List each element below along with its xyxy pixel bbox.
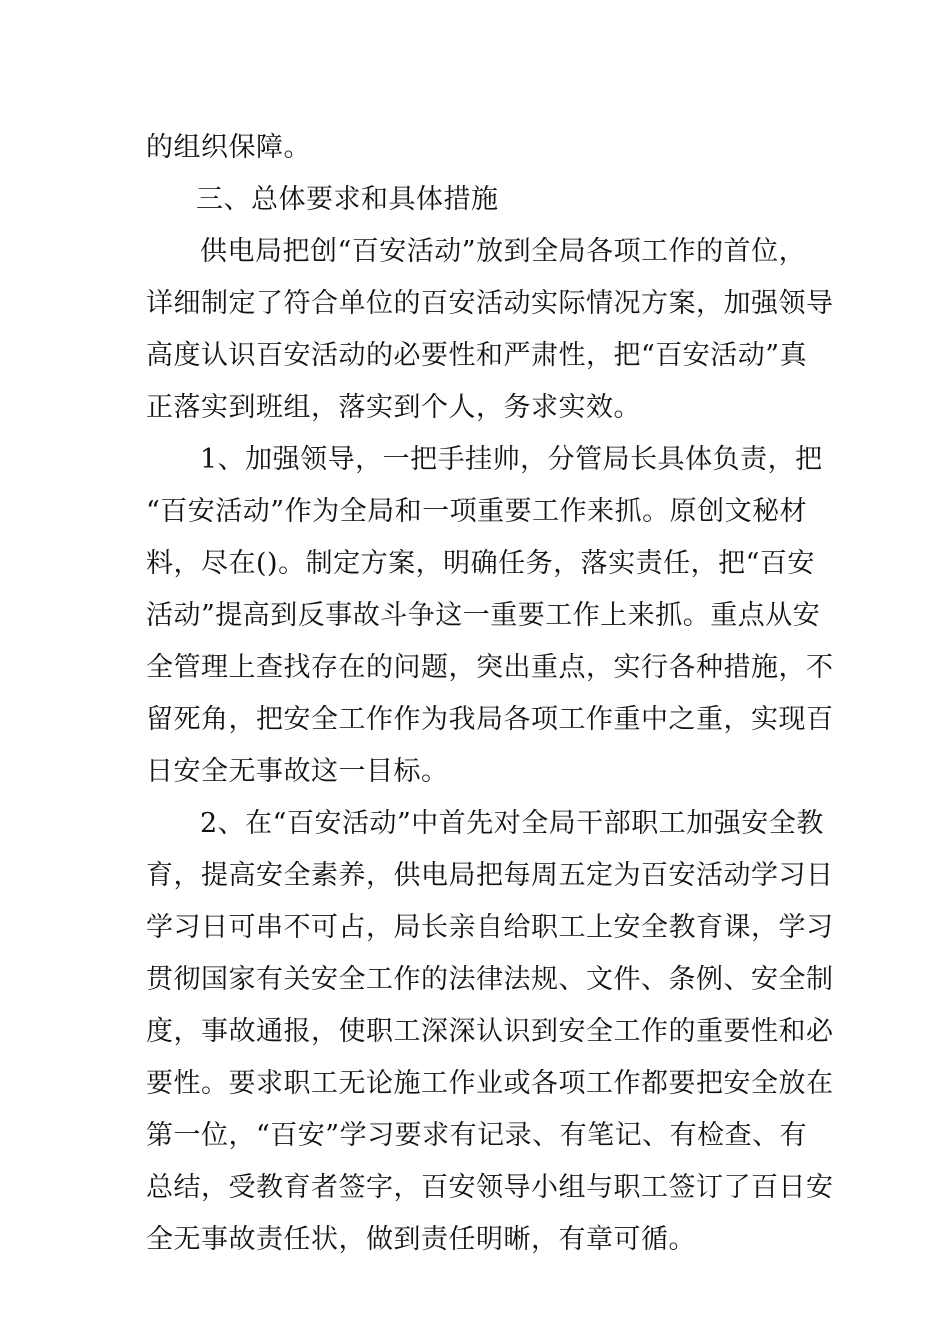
text-line: 供电局把创“百安活动”放到全局各项工作的首位， [200,236,807,267]
text-line: 活动”提高到反事故斗争这一重要工作上来抓。重点从安 [146,600,821,631]
text-line: 全管理上查找存在的问题，突出重点，实行各种措施，不 [146,652,834,683]
text-line: 要性。要求职工无论施工作业或各项工作都要把安全放在 [146,1068,834,1099]
text-line: 度，事故通报，使职工深深认识到安全工作的重要性和必 [146,1016,834,1047]
text-line: 留死角，把安全工作作为我局各项工作重中之重，实现百 [146,704,834,735]
text-line: 全无事故责任状，做到责任明晰，有章可循。 [146,1224,696,1255]
text-line: 1、加强领导，一把手挂帅，分管局长具体负责，把 [200,444,823,475]
text-line: 日安全无事故这一目标。 [146,756,449,787]
text-line: 料，尽在()。制定方案，明确任务，落实责任，把“百安 [146,548,815,579]
text-line: 贯彻国家有关安全工作的法律法规、文件、条例、安全制 [146,964,834,995]
text-line: 总结，受教育者签字，百安领导小组与职工签订了百日安 [146,1172,834,1203]
text-line: “百安活动”作为全局和一项重要工作来抓。原创文秘材 [146,496,808,527]
text-line: 高度认识百安活动的必要性和严肃性，把“百安活动”真 [146,340,808,371]
text-line: 正落实到班组，落实到个人，务求实效。 [146,392,641,423]
section-heading: 三、总体要求和具体措施 [196,184,499,215]
text-line: 详细制定了符合单位的百安活动实际情况方案，加强领导 [146,288,834,319]
text-line: 学习日可串不可占，局长亲自给职工上安全教育课，学习 [146,912,834,943]
text-line: 育，提高安全素养，供电局把每周五定为百安活动学习日 [146,860,834,891]
text-line: 的组织保障。 [146,132,311,163]
text-line: 2、在“百安活动”中首先对全局干部职工加强安全教 [200,808,824,839]
text-line: 第一位，“百安”学习要求有记录、有笔记、有检查、有 [146,1120,808,1151]
